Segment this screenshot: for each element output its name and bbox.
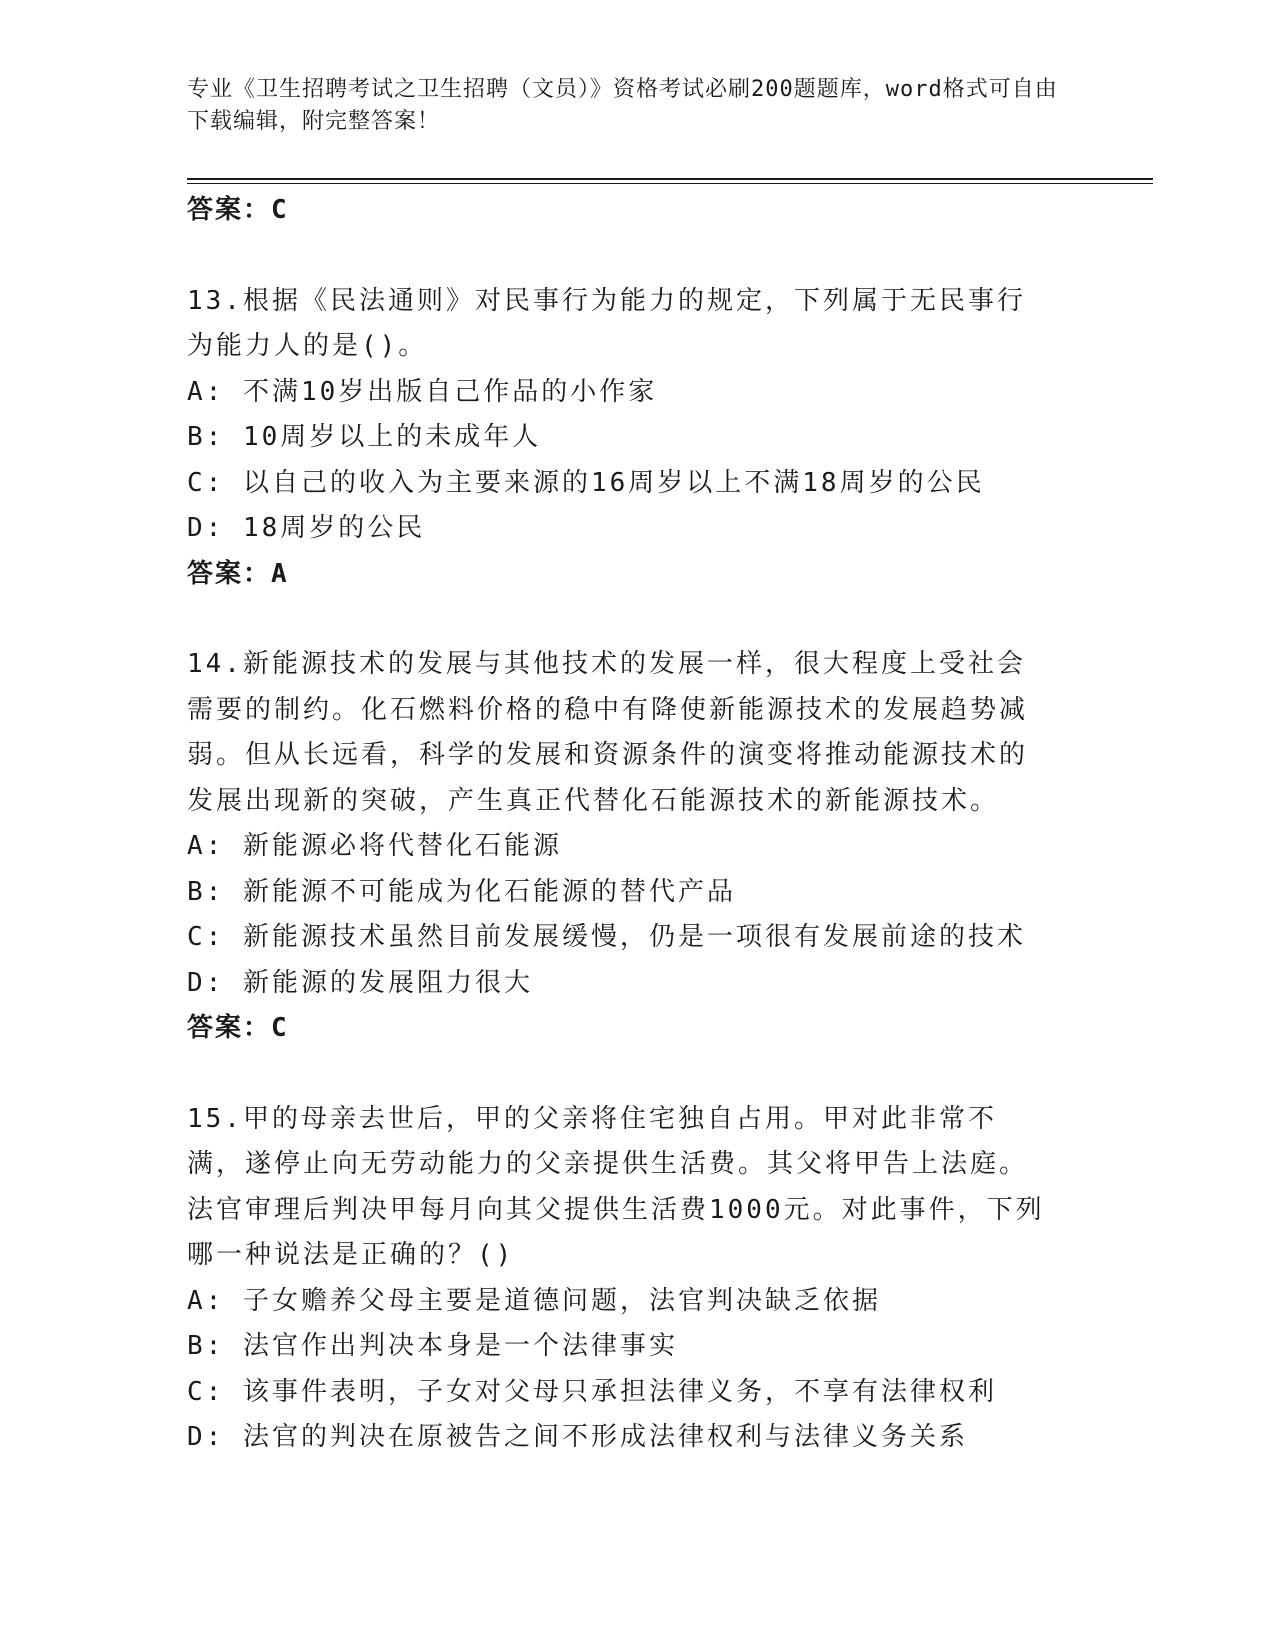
answer: 答案：C	[187, 1013, 289, 1043]
option-c: C: 以自己的收入为主要来源的16周岁以上不满18周岁的公民	[187, 467, 985, 498]
option-b: B: 新能源不可能成为化石能源的替代产品	[187, 876, 736, 907]
question-14	[187, 642, 1087, 1052]
previous-answer: 答案：C	[187, 195, 289, 225]
option-b: B: 10周岁以上的未成年人	[187, 422, 542, 452]
question-stem: 14.新能源技术的发展与其他技术的发展一样，很大程度上受社会需要的制约。化石燃料价格的稳中有降使新能源技术的发展趋势减弱。但从长远看，科学的发展和资源条件的演变将推动能源技术的发展出现新的突破，产生真正代替化石能源技术的新能源技术。	[187, 649, 1029, 816]
option-d: D: 新能源的发展阻力很大	[187, 967, 533, 998]
question-stem: 15.甲的母亲去世后，甲的父亲将住宅独自占用。甲对此非常不满，遂停止向无劳动能力的父亲提供生活费。其父将甲告上法庭。法官审理后判决甲每月向其父提供生活费1000元。对此事件，下列哪一种说法是正确的？()	[187, 1103, 1045, 1270]
question-13	[187, 279, 1087, 598]
option-c: C: 该事件表明，子女对父母只承担法律义务，不享有法律权利	[187, 1376, 997, 1407]
option-b: B: 法官作出判决本身是一个法律事实	[187, 1331, 678, 1361]
option-a: A: 不满10岁出版自己作品的小作家	[187, 376, 658, 407]
header-divider-thin	[187, 183, 1153, 184]
option-a: A: 新能源必将代替化石能源	[187, 831, 562, 861]
document-body	[187, 188, 1087, 1461]
answer: 答案：A	[187, 558, 289, 589]
page-header: 专业《卫生招聘考试之卫生招聘（文员）》资格考试必刷200题题库，word格式可自由下载编辑，附完整答案！	[187, 77, 1058, 134]
header-divider-thick	[187, 178, 1153, 180]
question-15	[187, 1097, 1087, 1461]
question-stem: 13.根据《民法通则》对民事行为能力的规定，下列属于无民事行为能力人的是()。	[187, 285, 1026, 361]
option-d: D: 18周岁的公民	[187, 513, 426, 543]
option-a: A: 子女赡养父母主要是道德问题，法官判决缺乏依据	[187, 1285, 881, 1316]
option-d: D: 法官的判决在原被告之间不形成法律权利与法律义务关系	[187, 1422, 968, 1452]
option-c: C: 新能源技术虽然目前发展缓慢，仍是一项很有发展前途的技术	[187, 922, 1026, 952]
